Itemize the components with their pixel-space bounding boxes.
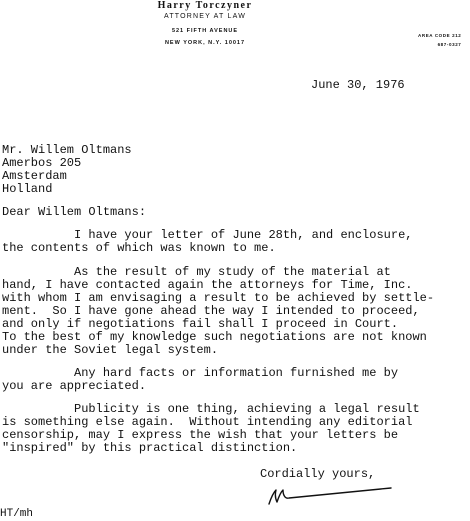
paragraph-2-line: hand, I have contacted again the attorneys for Time, Inc. [2, 278, 413, 292]
letterhead-name: Harry Torczyner [157, 0, 253, 11]
phone-number: 687-0327 [437, 42, 462, 47]
letterhead-street: 521 FIFTH AVENUE [171, 28, 239, 34]
closing: Cordially yours, [260, 467, 376, 481]
letter-date: June 30, 1976 [311, 78, 405, 92]
paragraph-2-line: To the best of my knowledge such negotiations are not known [2, 330, 427, 344]
paragraph-2-line: As the result of my study of the material at [2, 265, 391, 279]
typist-initials: HT/mh [0, 508, 34, 520]
recipient-name: Mr. Willem Oltmans [2, 143, 132, 157]
paragraph-4-line: Publicity is one thing, achieving a legal result [2, 402, 420, 416]
paragraph-2-line: under the Soviet legal system. [2, 343, 219, 357]
recipient-street: Amerbos 205 [2, 156, 82, 170]
paragraph-2-line: and only if negotiations fail shall I proceed in Court. [2, 317, 399, 331]
paragraph-2-line: ment. So I have gone ahead the way I intended to proceed, [2, 304, 420, 318]
area-code: AREA CODE 212 [418, 33, 462, 38]
paragraph-4-line: censorship, may I express the wish that your letters be [2, 428, 399, 442]
paragraph-2-line: with whom I am envisaging a result to be achieved by settle- [2, 291, 435, 305]
paragraph-3-line: Any hard facts or information furnished me by [2, 366, 399, 380]
signature-icon [255, 480, 395, 510]
letterhead-city: NEW YORK, N.Y. 10017 [164, 40, 246, 46]
letterhead-phone-block [418, 31, 461, 49]
paragraph-3-line: you are appreciated. [2, 379, 147, 393]
recipient-city: Amsterdam [2, 169, 67, 183]
paragraph-4-line: "inspired" by this practical distinction. [2, 441, 298, 455]
paragraph-1-line: the contents of which was known to me. [2, 241, 276, 255]
salutation: Dear Willem Oltmans: [2, 205, 147, 219]
paragraph-4-line: is something else again. Without intending any editorial [2, 415, 413, 429]
letterhead-title: ATTORNEY AT LAW [163, 13, 247, 20]
paragraph-1-line: I have your letter of June 28th, and enclosure, [2, 228, 413, 242]
recipient-country: Holland [2, 182, 53, 196]
